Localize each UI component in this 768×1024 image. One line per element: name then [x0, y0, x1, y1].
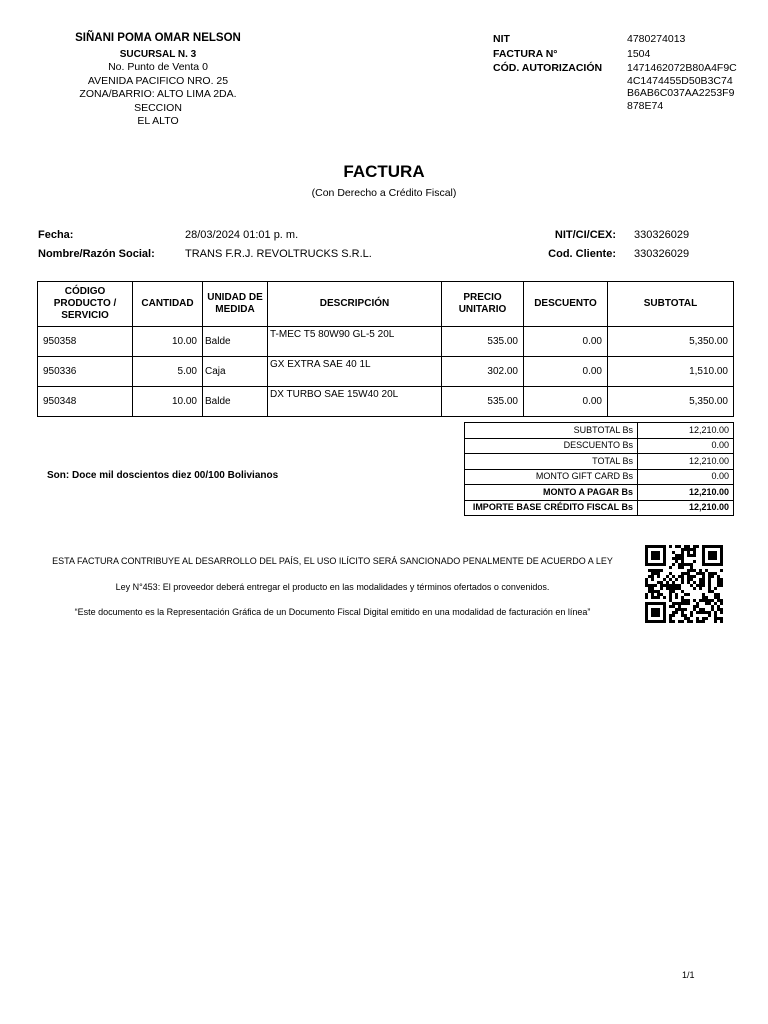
cell-codigo: 950336 — [38, 357, 133, 387]
issuer-line: EL ALTO — [137, 115, 179, 127]
cell-subtotal: 5,350.00 — [608, 387, 734, 417]
totals-row — [465, 454, 734, 470]
monto-pagar-label: MONTO A PAGAR Bs — [465, 485, 638, 501]
totals-row — [465, 500, 734, 516]
qr-code-icon — [645, 545, 723, 623]
items-table — [37, 281, 734, 417]
client-nit-value: 330326029 — [634, 229, 690, 241]
table-header-row — [38, 282, 734, 327]
auth-label: CÓD. AUTORIZACIÓN — [493, 62, 603, 74]
cell-cantidad: 10.00 — [133, 327, 203, 357]
nit-value: 4780274013 — [627, 33, 686, 45]
issuer-line: No. Punto de Venta 0 — [108, 61, 208, 73]
cell-precio: 535.00 — [442, 327, 524, 357]
col-precio: PRECIO UNITARIO — [442, 282, 524, 327]
legal-line-1: ESTA FACTURA CONTRIBUYE AL DESARROLLO DEL PAÍS, EL USO ILÍCITO SERÁ SANCIONADO PENALMENTE DE ACUERDO A LEY — [52, 556, 613, 566]
cod-cliente-label: Cod. Cliente: — [548, 248, 616, 260]
issuer-name: SIÑANI POMA OMAR NELSON — [75, 32, 241, 44]
fecha-label: Fecha: — [38, 229, 74, 241]
factura-label: FACTURA N° — [493, 47, 558, 60]
col-subtotal: SUBTOTAL — [608, 282, 734, 327]
cell-descripcion: T-MEC T5 80W90 GL-5 20L — [268, 327, 442, 357]
cell-subtotal: 5,350.00 — [608, 327, 734, 357]
nombre-value: TRANS F.R.J. REVOLTRUCKS S.R.L. — [185, 248, 372, 260]
invoice-meta — [493, 32, 743, 112]
legal-line-2: Ley N°453: El proveedor deberá entregar el producto en las modalidades y términos ofertados o convenidos. — [115, 582, 550, 592]
credito-fiscal-value: 12,210.00 — [638, 500, 734, 516]
cell-codigo: 950348 — [38, 387, 133, 417]
cell-unidad: Balde — [203, 387, 268, 417]
cod-cliente-value: 330326029 — [634, 248, 690, 260]
monto-pagar-value: 12,210.00 — [638, 485, 734, 501]
totals-row — [465, 438, 734, 454]
total-value: 12,210.00 — [638, 454, 734, 470]
subtotal-value: 12,210.00 — [638, 423, 734, 439]
auth-code: 1471462072B80A4F9C4C1474455D50B3C74B6AB6C037AA2253F9878E74 — [627, 62, 737, 112]
cell-subtotal: 1,510.00 — [608, 357, 734, 387]
col-descripcion: DESCRIPCIÓN — [268, 282, 442, 327]
page-number: 1/1 — [682, 970, 695, 980]
cell-descripcion: GX EXTRA SAE 40 1L — [268, 357, 442, 387]
cell-descuento: 0.00 — [524, 387, 608, 417]
table-row — [38, 327, 734, 357]
issuer-line: ZONA/BARRIO: ALTO LIMA 2DA. — [79, 88, 237, 100]
cell-unidad: Balde — [203, 327, 268, 357]
fecha-value: 28/03/2024 01:01 p. m. — [185, 229, 299, 241]
client-nit-label: NIT/CI/CEX: — [554, 229, 616, 241]
cell-precio: 302.00 — [442, 357, 524, 387]
factura-value: 1504 — [627, 47, 651, 60]
totals-row — [465, 485, 734, 501]
gift-card-value: 0.00 — [638, 469, 734, 485]
amount-in-words: Son: Doce mil doscientos diez 00/100 Bolivianos — [47, 470, 279, 481]
col-unidad: UNIDAD DE MEDIDA — [203, 282, 268, 327]
cell-descuento: 0.00 — [524, 357, 608, 387]
issuer-branch: SUCURSAL N. 3 — [119, 48, 197, 60]
nombre-label: Nombre/Razón Social: — [38, 248, 155, 260]
nit-label: NIT — [493, 33, 510, 45]
table-row — [38, 357, 734, 387]
issuer-line: AVENIDA PACIFICO NRO. 25 — [87, 74, 229, 87]
col-descuento: DESCUENTO — [524, 282, 608, 327]
totals-table — [464, 422, 734, 516]
issuer-line: SECCION — [134, 101, 182, 114]
cell-codigo: 950358 — [38, 327, 133, 357]
col-cantidad: CANTIDAD — [133, 282, 203, 327]
qr-code-graphic — [645, 545, 723, 623]
descuento-label: DESCUENTO Bs — [465, 438, 638, 454]
table-row — [38, 387, 734, 417]
cell-descuento: 0.00 — [524, 327, 608, 357]
totals-row — [465, 469, 734, 485]
total-label: TOTAL Bs — [465, 454, 638, 470]
cell-unidad: Caja — [203, 357, 268, 387]
totals-row — [465, 423, 734, 439]
descuento-value: 0.00 — [638, 438, 734, 454]
gift-card-label: MONTO GIFT CARD Bs — [465, 469, 638, 485]
issuer-block — [50, 32, 266, 129]
cell-precio: 535.00 — [442, 387, 524, 417]
cell-descripcion: DX TURBO SAE 15W40 20L — [268, 387, 442, 417]
legal-line-3: “Este documento es la Representación Gráfica de un Documento Fiscal Digital emitido en una modalidad de facturación en línea” — [74, 607, 591, 617]
col-codigo: CÓDIGO PRODUCTO / SERVICIO — [38, 282, 133, 327]
credito-fiscal-label: IMPORTE BASE CRÉDITO FISCAL Bs — [465, 500, 638, 516]
cell-cantidad: 10.00 — [133, 387, 203, 417]
subtotal-label: SUBTOTAL Bs — [465, 423, 638, 439]
document-subtitle: (Con Derecho a Crédito Fiscal) — [311, 187, 457, 199]
cell-cantidad: 5.00 — [133, 357, 203, 387]
document-title: FACTURA — [343, 162, 425, 181]
